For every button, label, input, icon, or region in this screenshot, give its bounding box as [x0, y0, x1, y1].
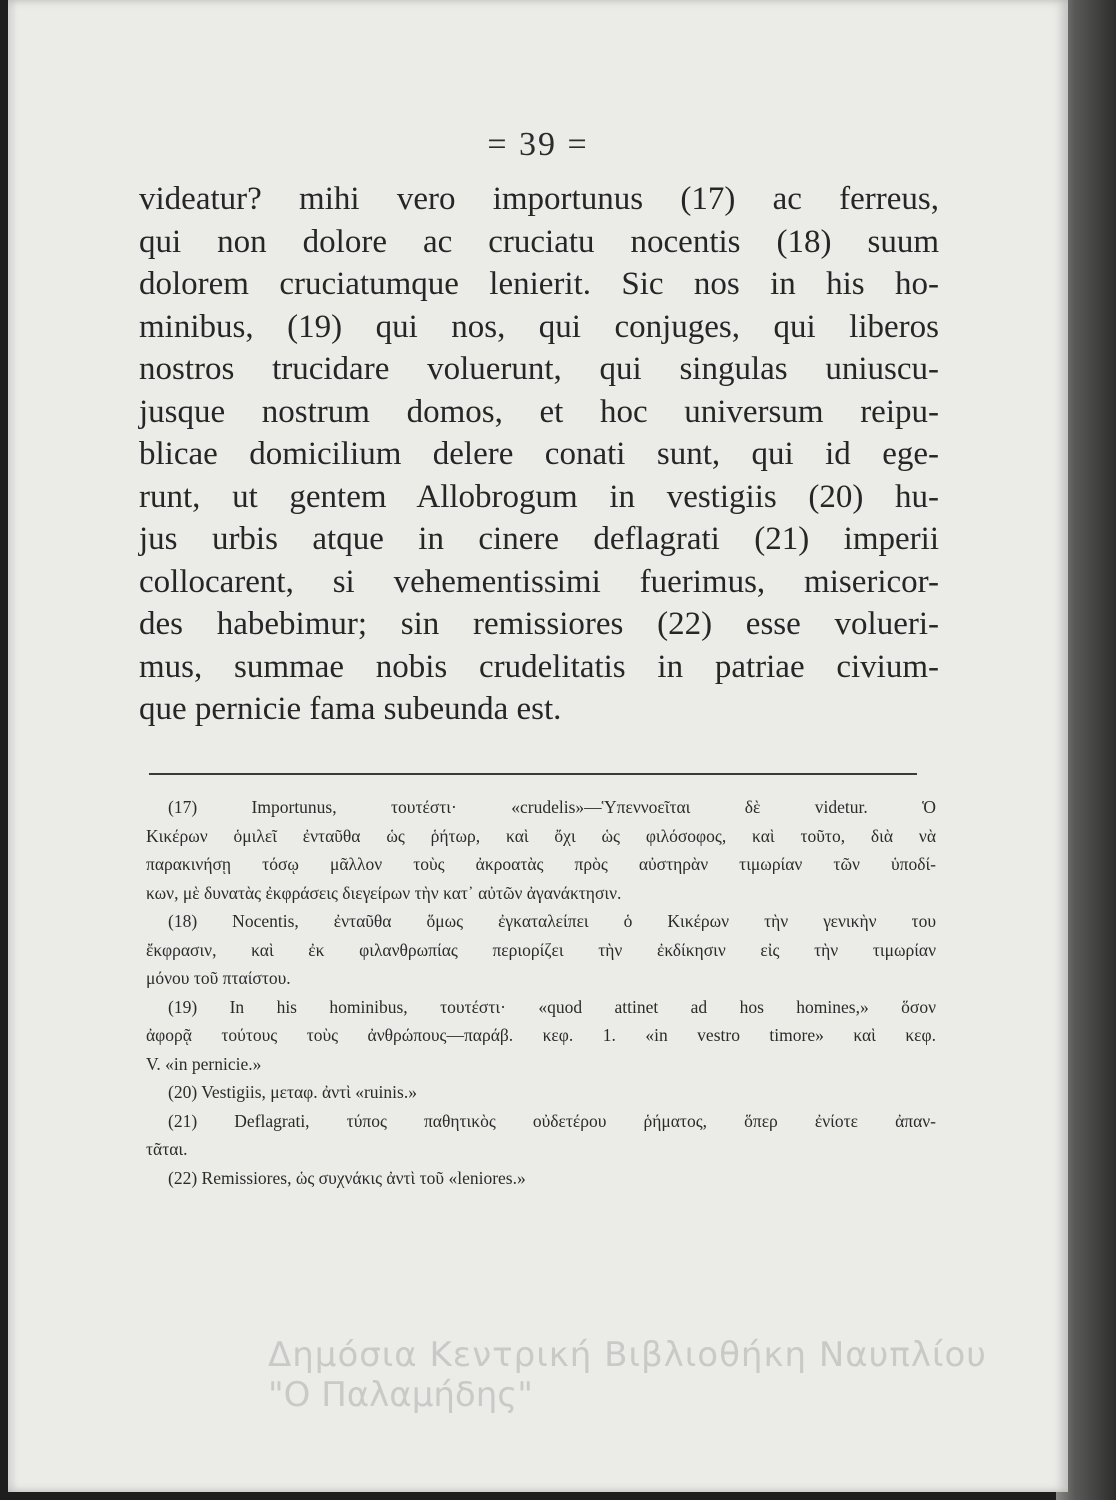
- footnote-divider: [149, 773, 917, 775]
- footnote-line: (20) Vestigiis, μεταφ. ἀντὶ «ruinis.»: [168, 1082, 417, 1102]
- footnote-line: μόνου τοῦ πταίστου.: [146, 968, 291, 988]
- book-page: [8, 0, 1068, 1492]
- text-line: runt, ut gentem Allobrogum in vestigiis (20) hu-: [139, 478, 939, 515]
- library-watermark: [268, 1335, 987, 1415]
- footnote-line: κων, μὲ δυνατὰς ἐκφράσεις διεγείρων τὴν κατ᾽ αὐτῶν ἀγανάκτησιν.: [146, 882, 622, 903]
- footnote-line: (22) Remissiores, ὡς συχνάκις ἀντὶ τοῦ «leniores.»: [168, 1167, 526, 1188]
- footnote-line: (21) Deflagrati, τύπος παθητικὸς οὐδετέρου ῥήματος, ὅπερ ἐνίοτε ἀπαν-: [168, 1110, 936, 1131]
- footnote-line: ἔκφρασιν, καὶ ἐκ φιλανθρωπίας περιορίζει τὴν ἐκδίκησιν εἰς τὴν τιμωρίαν: [146, 939, 936, 960]
- footnote-line: (19) In his hominibus, τουτέστι· «quod attinet ad hos homines,» ὅσον: [168, 996, 936, 1017]
- footnotes: [146, 793, 936, 1192]
- text-line: des habebimur; sin remissiores (22) esse volueri-: [139, 606, 939, 642]
- text-line: minibus, (19) qui nos, qui conjuges, qui liberos: [139, 308, 939, 345]
- text-line: jusque nostrum domos, et hoc universum reipu-: [139, 393, 939, 430]
- text-line: nostros trucidare voluerunt, qui singulas uniuscu-: [139, 351, 939, 387]
- text-line: dolorem cruciatumque lenierit. Sic nos in his ho-: [139, 266, 939, 302]
- text-line: jus urbis atque in cinere deflagrati (21) imperii: [139, 521, 939, 557]
- text-line: que pernicie fama subeunda est.: [139, 691, 562, 727]
- text-line: collocarent, si vehementissimi fuerimus, misericor-: [139, 563, 939, 600]
- text-line: blicae domicilium delere conati sunt, qui id ege-: [139, 436, 939, 472]
- text-line: videatur? mihi vero importunus (17) ac ferreus,: [139, 181, 939, 217]
- main-text: [139, 178, 939, 731]
- text-line: qui non dolore ac cruciatu nocentis (18) suum: [139, 223, 939, 260]
- footnote-line: (17) Importunus, τουτέστι· «crudelis»—Ὑπεννοεῖται δὲ videtur. Ὁ: [168, 797, 936, 817]
- footnote-18: [146, 907, 936, 993]
- footnote-line: (18) Nocentis, ἐνταῦθα ὅμως ἐγκαταλείπει ὁ Κικέρων τὴν γενικὴν του: [168, 911, 936, 931]
- footnote-line: Κικέρων ὁμιλεῖ ἐνταῦθα ὡς ῥήτωρ, καὶ ὄχι ὡς φιλόσοφος, καὶ τοῦτο, διὰ νὰ: [146, 825, 936, 846]
- footnote-line: ἀφορᾷ τούτους τοὺς ἀνθρώπους—παράβ. κεφ. 1. «in vestro timore» καὶ κεφ.: [146, 1025, 936, 1045]
- page-number: = 39 =: [487, 126, 589, 163]
- text-line: mus, summae nobis crudelitatis in patriae civium-: [139, 648, 939, 685]
- footnote-21: [146, 1107, 936, 1164]
- footnote-19: [146, 993, 936, 1079]
- footnote-line: παρακινήσῃ τόσῳ μᾶλλον τοὺς ἀκροατὰς πρὸς αὐστηρὰν τιμωρίαν τῶν ὑποδί-: [146, 854, 936, 874]
- footnote-20: [146, 1078, 936, 1107]
- footnote-22: [146, 1164, 936, 1193]
- watermark-line: Δημόσια Κεντρική Βιβλιοθήκη Ναυπλίου: [268, 1335, 987, 1375]
- footnote-line: τᾶται.: [146, 1139, 188, 1159]
- watermark-line: "Ο Παλαμήδης": [268, 1375, 533, 1415]
- footnote-line: V. «in pernicie.»: [146, 1053, 262, 1074]
- footnote-17: [146, 793, 936, 907]
